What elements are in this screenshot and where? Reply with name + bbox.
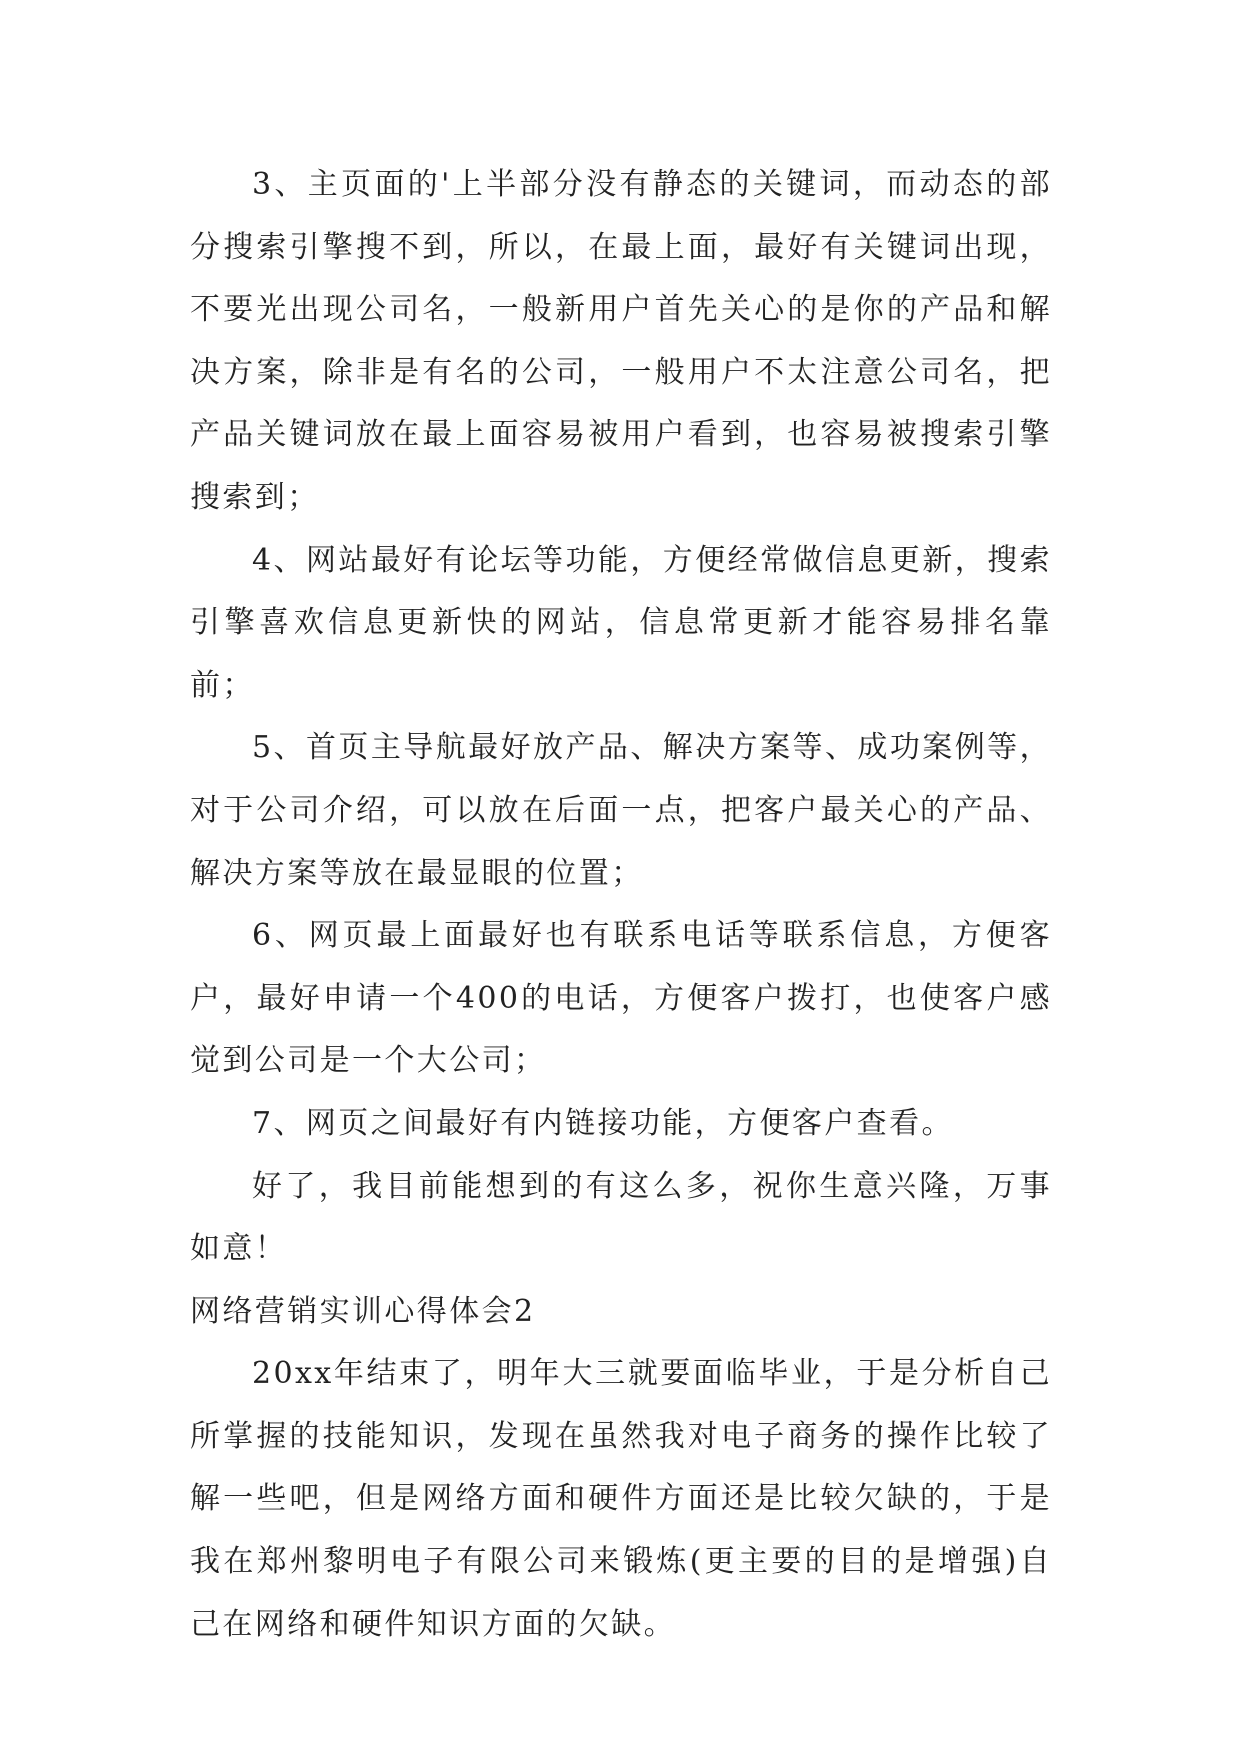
paragraph-point-7: 7、网页之间最好有内链接功能，方便客户查看。: [252, 1105, 954, 1141]
section-title: 网络营销实训心得体会2: [190, 1293, 536, 1329]
paragraph-point-6: 6、网页最上面最好也有联系电话等联系信息，方便客户，最好申请一个400的电话，方便客户拨打，也使客户感觉到公司是一个大公司；: [190, 918, 1052, 1079]
document-body: [190, 154, 1052, 1656]
paragraph-point-5: 5、首页主导航最好放产品、解决方案等、成功案例等，对于公司介绍，可以放在后面一点，把客户最关心的产品、解决方案等放在最显眼的位置；: [190, 730, 1052, 891]
paragraph-point-3: 3、主页面的'上半部分没有静态的关键词，而动态的部分搜索引擎搜不到，所以，在最上面，最好有关键词出现，不要光出现公司名，一般新用户首先关心的是你的产品和解决方案，除非是有名的公司，一般用户不太注意公司名，把产品关键词放在最上面容易被用户看到，也容易被搜索引擎搜索到；: [190, 167, 1052, 515]
paragraph-point-4: 4、网站最好有论坛等功能，方便经常做信息更新，搜索引擎喜欢信息更新快的网站，信息常更新才能容易排名靠前；: [190, 542, 1052, 703]
paragraph-closing: 好了，我目前能想到的有这么多，祝你生意兴隆，万事如意！: [190, 1168, 1052, 1267]
paragraph-intro: 20xx年结束了，明年大三就要面临毕业，于是分析自己所掌握的技能知识，发现在虽然我对电子商务的操作比较了解一些吧，但是网络方面和硬件方面还是比较欠缺的，于是我在郑州黎明电子有限公司来锻炼(更主要的目的是增强)自己在网络和硬件知识方面的欠缺。: [190, 1356, 1052, 1642]
